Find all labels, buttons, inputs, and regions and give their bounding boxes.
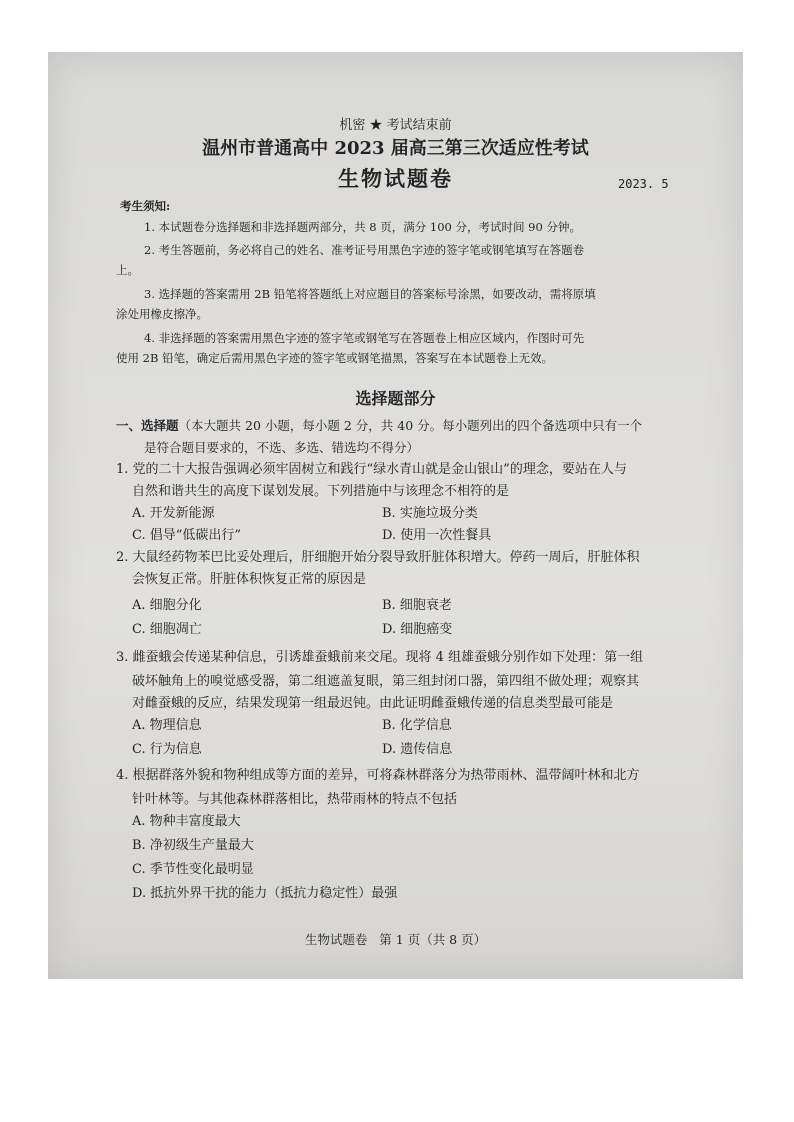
q1-option-d: D. 使用一次性餐具 <box>382 528 492 543</box>
section-intro-label: 一、选择题 <box>116 418 179 433</box>
q3-option-d: D. 遗传信息 <box>382 742 453 757</box>
q2-option-c: C. 细胞凋亡 <box>132 622 202 637</box>
q3-stem-line3: 对雌蚕蛾的反应，结果发现第一组最迟钝。由此证明雌蚕蛾传递的信息类型最可能是 <box>132 696 614 711</box>
q4-option-b: B. 净初级生产量最大 <box>132 838 254 853</box>
q2-option-b: B. 细胞衰老 <box>382 598 452 613</box>
q3-stem-line1: 3. 雌蚕蛾会传递某种信息，引诱雄蚕蛾前来交尾。现将 4 组雄蚕蛾分别作如下处理：第一组 <box>116 650 644 665</box>
notice-item-2: 2. 考生答题前，务必将自己的姓名、准考证号用黑色字迹的签字笔或钢笔填写在答题卷 <box>144 243 585 257</box>
q2-option-a: A. 细胞分化 <box>132 598 202 613</box>
q3-option-a: A. 物理信息 <box>132 718 202 733</box>
confidential-label: 机密 ★ 考试结束前 <box>339 118 452 133</box>
notice-item-4-cont: 使用 2B 铅笔，确定后需用黑色字迹的签字笔或钢笔描黑，答案写在本试题卷上无效。 <box>116 351 554 365</box>
q4-option-d: D. 抵抗外界干扰的能力（抵抗力稳定性）最强 <box>132 886 398 901</box>
q4-option-a: A. 物种丰富度最大 <box>132 814 241 829</box>
exam-paper-photo <box>48 52 743 979</box>
q3-stem-line2: 破坏触角上的嗅觉感受器，第二组遮盖复眼，第三组封闭口器，第四组不做处理；观察其 <box>132 674 640 689</box>
exam-date: 2023. 5 <box>618 177 669 191</box>
section-title: 选择题部分 <box>355 389 436 408</box>
q4-option-c: C. 季节性变化最明显 <box>132 862 254 877</box>
q1-stem-line2: 自然和谐共生的高度下谋划发展。下列措施中与该理念不相符的是 <box>132 484 510 499</box>
notice-item-3: 3. 选择题的答案需用 2B 铅笔将答题纸上对应题目的答案标号涂黑，如要改动，需将原填 <box>144 287 596 301</box>
q4-stem-line1: 4. 根据群落外貌和物种组成等方面的差异，可将森林群落分为热带雨林、温带阔叶林和北方 <box>116 768 640 783</box>
q4-stem-line2: 针叶林等。与其他森林群落相比，热带雨林的特点不包括 <box>132 792 458 807</box>
section-intro-cont: 是符合题目要求的，不选、多选、错选均不得分） <box>144 440 420 455</box>
q1-option-a: A. 开发新能源 <box>132 506 215 521</box>
q2-option-d: D. 细胞癌变 <box>382 622 453 637</box>
exam-title: 温州市普通高中 2023 届高三第三次适应性考试 <box>202 138 589 159</box>
q1-stem-line1: 1. 党的二十大报告强调必须牢固树立和践行“绿水青山就是金山银山”的理念，要站在人与 <box>116 462 627 477</box>
q3-option-c: C. 行为信息 <box>132 742 202 757</box>
q2-stem-line1: 2. 大鼠经药物苯巴比妥处理后，肝细胞开始分裂导致肝脏体积增大。停药一周后，肝脏体积 <box>116 550 640 565</box>
notice-item-4: 4. 非选择题的答案需用黑色字迹的签字笔或钢笔写在答题卷上相应区域内，作图时可先 <box>144 331 585 345</box>
notice-item-3-cont: 涂处用橡皮擦净。 <box>116 307 208 321</box>
q1-option-c: C. 倡导“低碳出行” <box>132 528 242 543</box>
notice-item-1: 1. 本试题卷分选择题和非选择题两部分，共 8 页，满分 100 分，考试时间 90 分钟。 <box>144 220 581 234</box>
notice-heading: 考生须知: <box>120 199 171 213</box>
q3-option-b: B. 化学信息 <box>382 718 452 733</box>
notice-item-2-cont: 上。 <box>116 263 139 277</box>
page-footer: 生物试题卷 第 1 页（共 8 页） <box>304 932 487 947</box>
q2-stem-line2: 会恢复正常。肝脏体积恢复正常的原因是 <box>132 572 367 587</box>
section-intro-text: （本大题共 20 小题，每小题 2 分，共 40 分。每小题列出的四个备选项中只有一个 <box>178 418 643 433</box>
q1-option-b: B. 实施垃圾分类 <box>382 506 478 521</box>
paper-title: 生物试题卷 <box>338 166 453 191</box>
